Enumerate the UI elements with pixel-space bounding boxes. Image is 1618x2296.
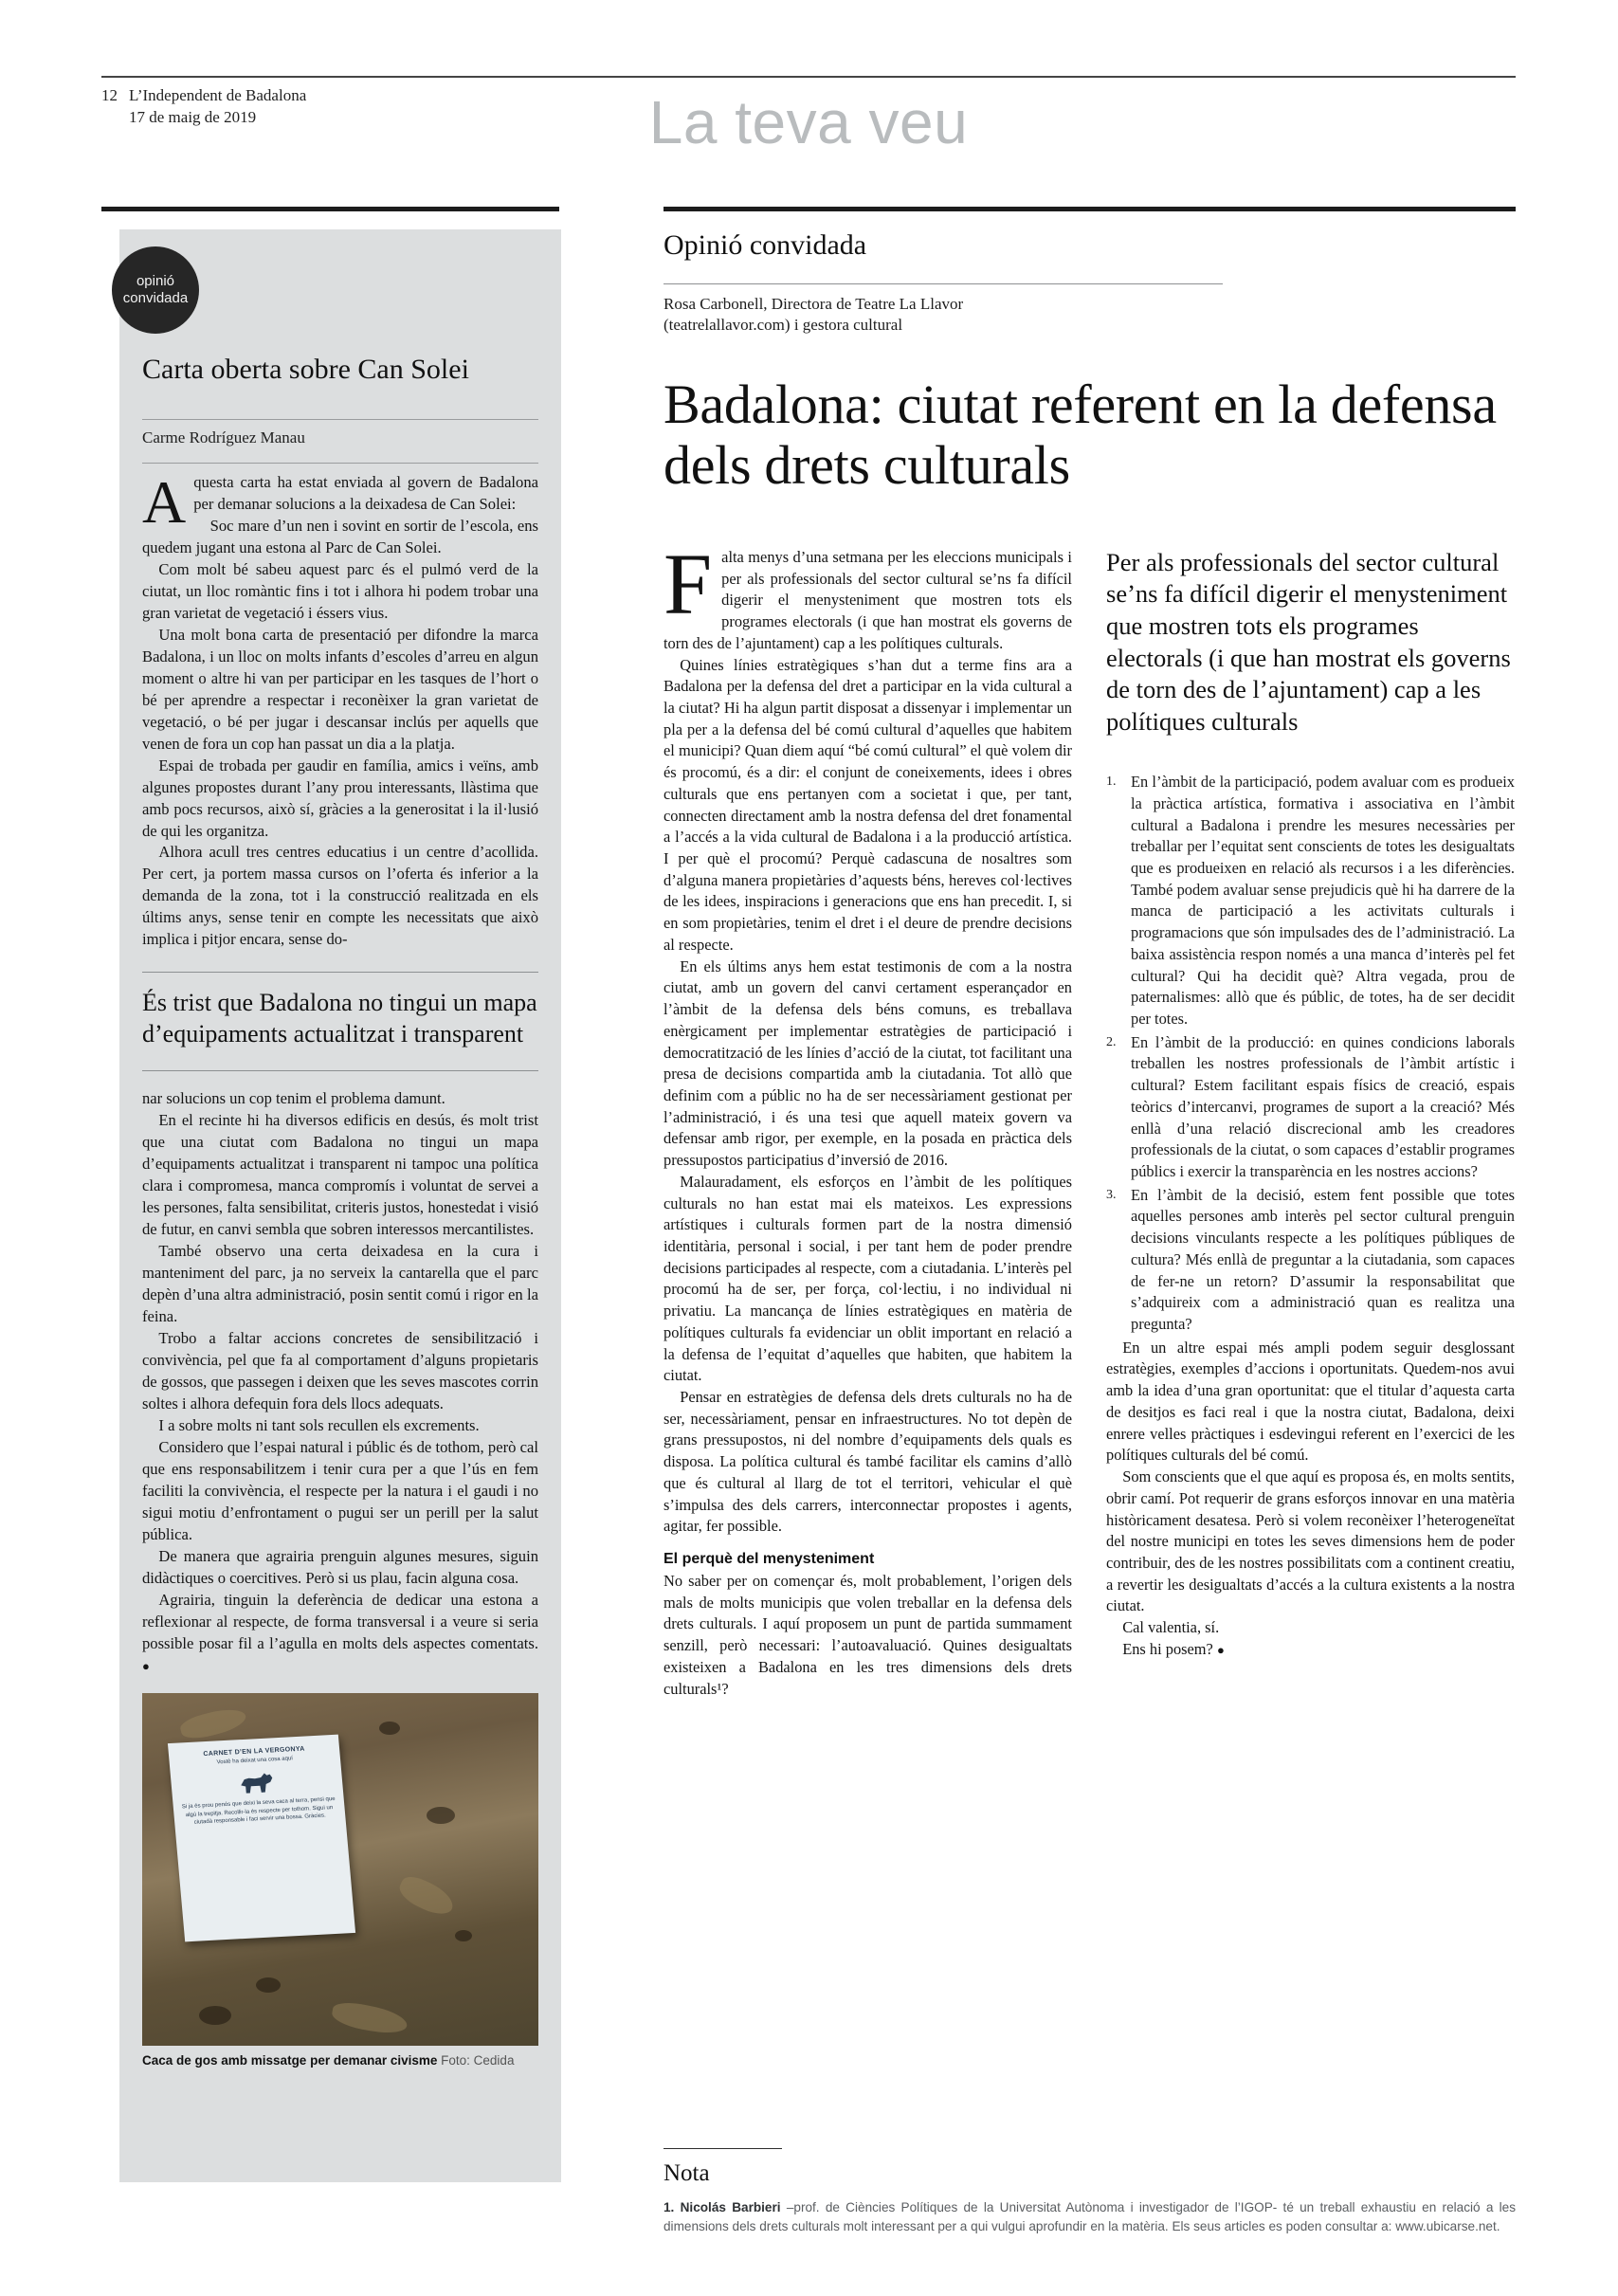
rule-left — [101, 207, 559, 211]
footnote-text: –prof. de Ciències Polítiques de la Universitat Autònoma i investigador de l’IGOP- té un treball exhaustiu en relació a les dimensions dels drets culturals molt interessant per a qui vulgui aprofundir en la matèria. Els seus articles es poden consultar a: www.ubicarse.net. — [664, 2200, 1517, 2234]
end-mark: ● — [142, 1658, 150, 1673]
column-1-body-after — [664, 1571, 1072, 1700]
divider — [142, 1068, 538, 1071]
paragraph: Espai de trobada per gaudir en família, amics i veïns, amb algunes propostes durant l’any prou interessants, llàstima que amb pocs recursos, això sí, gràcies a la generositat i la il·lusió de qui les organitza. — [142, 756, 538, 840]
sidebar-letter-column — [119, 229, 561, 2182]
paragraph: I a sobre molts ni tant sols recullen els excrements. — [158, 1415, 480, 1434]
publication-name: L’Independent de Badalona — [129, 86, 307, 104]
photo-dog-litter — [142, 1693, 538, 2046]
paragraph: Com molt bé sabeu aquest parc és el pulmó verd de la ciutat, un lloc romàntic fins i tot i alhora hi podem trobar una gran varietat de vegetació i éssers vius. — [142, 559, 538, 622]
paragraph: No saber per on començar és, molt probablement, l’origen dels mals de molts municipis que volen treballar en la defensa dels drets culturals. I aquí proposem un punt de partida summament senzill, però necessari: l’autoavaluació. Quines desigualtats existeixen a Badalona en les tres dimensions dels drets culturals¹? — [664, 1572, 1072, 1698]
litter-title: CARNET D’EN LA VERGONYA — [203, 1746, 305, 1758]
sidebar-byline: Carme Rodríguez Manau — [142, 428, 305, 446]
caption-credit: Foto: Cedida — [441, 2053, 515, 2068]
paragraph: Malauradament, els esforços en l’àmbit de les polítiques culturals no han estat mai els mateixos. Les expressions artístiques i culturals formen part de la nostra dimensió identitària, personal i social, i per tant hem de poder prendre decisions participades al respecte, com a ciutadania. L’interès pel procomú ha de ser, per força, col·lectiu, i no individual ni privatiu. La mancança de línies estratègiques en matèria de polítiques culturals fa evidenciar un oblit important en relació a la defensa de l’equitat d’aquelles que habiten, que habitem la ciutat. — [664, 1172, 1072, 1385]
paragraph: En un altre espai més ampli podem seguir desglossant estratègies, exemples d’accions i oportunitats. Quedem-nos avui amb la idea d’una gran oportunitat: que el titular d’aquesta carta de desitjos es faci real i que la nostra ciutat, Badalona, deixi enrere velles pràctiques i esdevingui referent en l’exercici de les polítiques culturals del bé comú. — [1106, 1338, 1515, 1465]
caption-text: Caca de gos amb missatge per demanar civisme — [142, 2053, 438, 2068]
article-subheading: El perquè del menysteniment — [664, 1551, 875, 1568]
photo-caption — [142, 2052, 538, 2069]
paragraph — [142, 1590, 538, 1677]
article-kicker: Opinió convidada — [664, 229, 867, 261]
divider — [142, 419, 538, 420]
paragraph: Quines línies estratègiques s’han dut a terme fins ara a Badalona per la defensa del dret a participar en la vida cultural a la ciutat? Hi ha algun partit disposat a dissenyar i implementar un pla per a la defensa del bé comú cultural d’aquelles que habitem el municipi? Quan diem aquí “bé comú cultural” el què volem dir és procomú, és a dir: el conjunt de coneixements, idees i obres culturals que ens pertanyen com a societat i que, per tant, connecten directament amb la nostra defensa del dret fonamental a l’accés a la vida cultural de Badalona i a la producció artística. I per què el procomú? Perquè cadascuna de nosaltres som d’alguna manera propietàries d’aquests béns, hereves col·lectives de les idees, inspiracions i generacions que ens han precedit. I, si en som propietàries, tenim el dret i el deure de prendre decisions al respecte. — [664, 655, 1072, 954]
article-headline: Badalona: ciutat referent en la defensa dels drets culturals — [664, 374, 1497, 497]
article-column-2 — [1106, 547, 1515, 1661]
paragraph: Trobo a faltar accions concretes de sensibilització i convivència, pel que fa al comportament d’alguns propietaris de gossos, que passegen i deixen que les seves mascotes corrin soltes i alhora defequin fora dels llocs adequats. — [142, 1328, 538, 1412]
dog-icon — [237, 1771, 277, 1795]
footnote-body — [664, 2198, 1516, 2237]
paragraph-text: alta menys d’una setmana per les eleccions municipals i per als professionals del sector cultural se’ns fa difícil digerir el menysteniment que mostren tots els programes electorals (i que han mostrat els governs de torn des de l’ajuntament) cap a les polítiques culturals. — [664, 547, 1072, 652]
paragraph: Pensar en estratègies de defensa dels drets culturals no ha de ser, necessàriament, pensar en infraestructures. No tot depèn de grans pressupostos, ni del nombre d’equipaments dels quals es disposa. La política cultural és també facilitar els camins d’allò que és cultural al llarg de tot el territori, vehicular el què s’impulsa des dels carrers, interconnectar propostes i agents, agitar, fer possible. — [664, 1388, 1072, 1536]
paragraph: De manera que agrairia prenguin algunes mesures, siguin didàctiques o coercitives. Però si us plau, facin alguna cosa. — [142, 1546, 538, 1587]
litter-body: Si ja és prou penós que deixi la seva caca al terra, pensi que algú la trepitja. Recollir-la és respecte per tothom. Sigui un ciutadà responsable i faci servir una bossa. Gràcies. — [181, 1796, 336, 1827]
sidebar-body — [142, 468, 538, 951]
paragraph: Som conscients que el que aquí es proposa és, en molts sentits, obrir camí. Pot requerir de grans esforços innovar en una matèria històricament desatesa. Però si volem reconèixer l’heterogeneïtat del nostre municipi en totes les seves dimensions hem de poder contribuir, des de les nostres possibilitats com a continent creatiu, a revertir les desigualtats d’accés a la cultura existents a la nostra ciutat. — [1106, 1467, 1515, 1615]
badge-line-1: opinió — [136, 272, 175, 289]
publication-date: 17 de maig de 2019 — [129, 107, 257, 126]
divider — [142, 463, 538, 464]
footnote-section — [664, 2148, 1516, 2237]
list-item: En l’àmbit de la decisió, estem fent possible que totes aquelles persones amb interès pel sector cultural prenguin decisions vinculants respecte a les polítiques públiques de cultura? Més enllà de preguntar a la ciutadania, som capaces de fer-ne un retorn? D’assumir la responsabilitat que s’adquireix com a administració quan es realitza una pregunta? — [1131, 1185, 1515, 1334]
paragraph — [664, 535, 1072, 655]
footnote-author: Nicolás Barbieri — [680, 2200, 781, 2214]
end-mark: ● — [1216, 1643, 1225, 1658]
column-2-body — [1106, 1338, 1515, 1661]
rule-right — [664, 207, 1516, 211]
column-1-body — [664, 535, 1072, 1538]
list-item: En l’àmbit de la participació, podem avaluar com es produeix la pràctica artística, formativa i associativa en l’àmbit cultural a Badalona i prendre les mesures necessàries per treballar per l’equitat sent conscients de totes les desigualtats que es produeixen en relació als recursos i a les diferències. També podem avaluar sense prejudicis què hi ha darrere de la manca de participació a les activitats culturals i programacions que són impulsades des de l’administració. La baixa assistència respon només a una manca d’interès pel fet cultural? Qui ha decidit què? Altra vegada, prou de paternalismes: allò que és públic, de totes, ha de ser decidit per totes. — [1131, 773, 1515, 1028]
litter-subtitle: Vostè ha deixat una cosa aquí — [216, 1756, 294, 1767]
badge-line-2: convidada — [122, 290, 189, 306]
author-line-2: (teatrelallavor.com) i gestora cultural — [664, 316, 903, 335]
paragraph: Soc mare d’un nen i sovint en sortir de l’escola, ens quedem jugant una estona al Parc de Can Solei. — [142, 516, 538, 556]
drop-cap: F — [664, 535, 713, 632]
numbered-list — [1106, 772, 1515, 1336]
article-column-1 — [664, 535, 1072, 1700]
paragraph: Considero que l’espai natural i públic és de tothom, però cal que ens responsabilitzem i tenir cura per a que l’ús en fem faciliti la convivència, el respecte per la natura i el gaudi i no sigui motiu d’enfrontament o pugui ser un perill per la salut pública. — [142, 1437, 538, 1543]
page-number: 12 — [101, 86, 118, 104]
sidebar-body-continued — [142, 1088, 538, 1676]
paragraph: En els últims anys hem estat testimonis de com a la nostra ciutat, amb un govern del canvi certament esperançador en l’àmbit de la defensa dels béns comuns, es treballava enèrgicament per implementar estratègies de participació i democratització de les línies d’acció de la ciutat, tot facilitant una presa de decisions compartida amb la ciutadania. Tot allò que definim com a públic no ha de ser necessàriament gestionat per l’administració, i és una tesi que aquell mateix govern va defensar amb rigor, per exemple, en la posada en pràctica dels pressupostos participatius d’inversió de 2016. — [664, 957, 1072, 1170]
opinion-badge — [112, 246, 199, 334]
article-columns — [664, 535, 1516, 1700]
section-title: La teva veu — [648, 88, 969, 156]
footnote-title: Nota — [664, 2160, 710, 2186]
divider — [664, 283, 1223, 284]
main-article — [664, 229, 1516, 1700]
paragraph: Alhora acull tres centres educatius i un centre d’acollida. Per cert, ja portem massa cursos on l’oferta és inferior a la demanda de la zona, tot i la construcció realitzada en els últims anys, sense tenir en compte les necessitats que això implica i pitjor encara, sense do- — [142, 843, 538, 949]
paragraph: nar solucions un cop tenim el problema damunt. — [142, 1089, 445, 1108]
litter-card — [168, 1735, 355, 1942]
paragraph: En el recinte hi ha diversos edificis en desús, és molt trist que una ciutat com Badalona no tingui un mapa d’equipaments actualitzat i transparent ni tampoc una política clara i compromesa, manca compromís i voluntat de servei a les persones, falta sensibilitat, criteris justos, honestedat i visió de futur, en canvi sembla que sobren interessos mercantilistes. — [142, 1111, 538, 1239]
photo-block — [142, 1693, 538, 2069]
list-item: En l’àmbit de la producció: en quines condicions laborals treballen les nostres professionals de l’àmbit artístic i cultural? Estem facilitant espais físics de creació, espais teòrics d’intercanvi, programes de suport a la creació? Més enllà d’una relació discrecional amb les creadores professionals de la ciutat, o som capaces d’establir programes públics i exercir la transparència en les nostres accions? — [1131, 1032, 1515, 1180]
article-pull-quote: Per als professionals del sector cultural se’ns fa difícil digerir el menysteniment que mostren tots els programes electorals (i que han mostrat els governs de torn des de l’ajuntament) cap a les polítiques culturals — [1106, 547, 1511, 736]
paragraph-text: questa carta ha estat enviada al govern de Badalona per demanar solucions a la deixadesa de Can Solei: — [193, 473, 538, 513]
article-author — [664, 294, 1516, 337]
sidebar-pull-quote: És trist que Badalona no tingui un mapa d’equipaments actualitzat i transparent — [142, 972, 538, 1049]
paragraph: Una molt bona carta de presentació per difondre la marca Badalona, i un lloc on molts infants d’escoles d’arreu en algun moment o altre hi van per participar en les tasques de l’hort o bé per aprendre a respectar i reconèixer la gran varietat de vegetació, o bé per jugar i descansar inclús per aquells que venen de fora un cop han passat un dia a la platja. — [142, 625, 538, 753]
paragraph: Cal valentia, sí. — [1122, 1618, 1220, 1637]
footnote-ref: 1. — [664, 2200, 675, 2214]
paragraph-text: Ens hi posem? — [1122, 1639, 1213, 1658]
paragraph — [1106, 1639, 1515, 1661]
drop-cap: A — [142, 468, 187, 536]
sidebar-headline: Carta oberta sobre Can Solei — [142, 354, 469, 385]
paragraph-text: Agrairia, tinguin la deferència de dedicar una estona a reflexionar al respecte, de forma transversal i a veure si seria possible posar fil a l’agulla en molts dels aspectes comentats. — [142, 1590, 538, 1652]
divider — [664, 2148, 782, 2149]
paragraph: També observo una certa deixadesa en la cura i manteniment del parc, ja no serveix la cantarella que el parc depèn d’una altra administració, posin sentit comú i rigor en la feina. — [142, 1242, 538, 1325]
masthead — [101, 76, 1516, 156]
author-line-1: Rosa Carbonell, Directora de Teatre La Llavor — [664, 294, 964, 313]
